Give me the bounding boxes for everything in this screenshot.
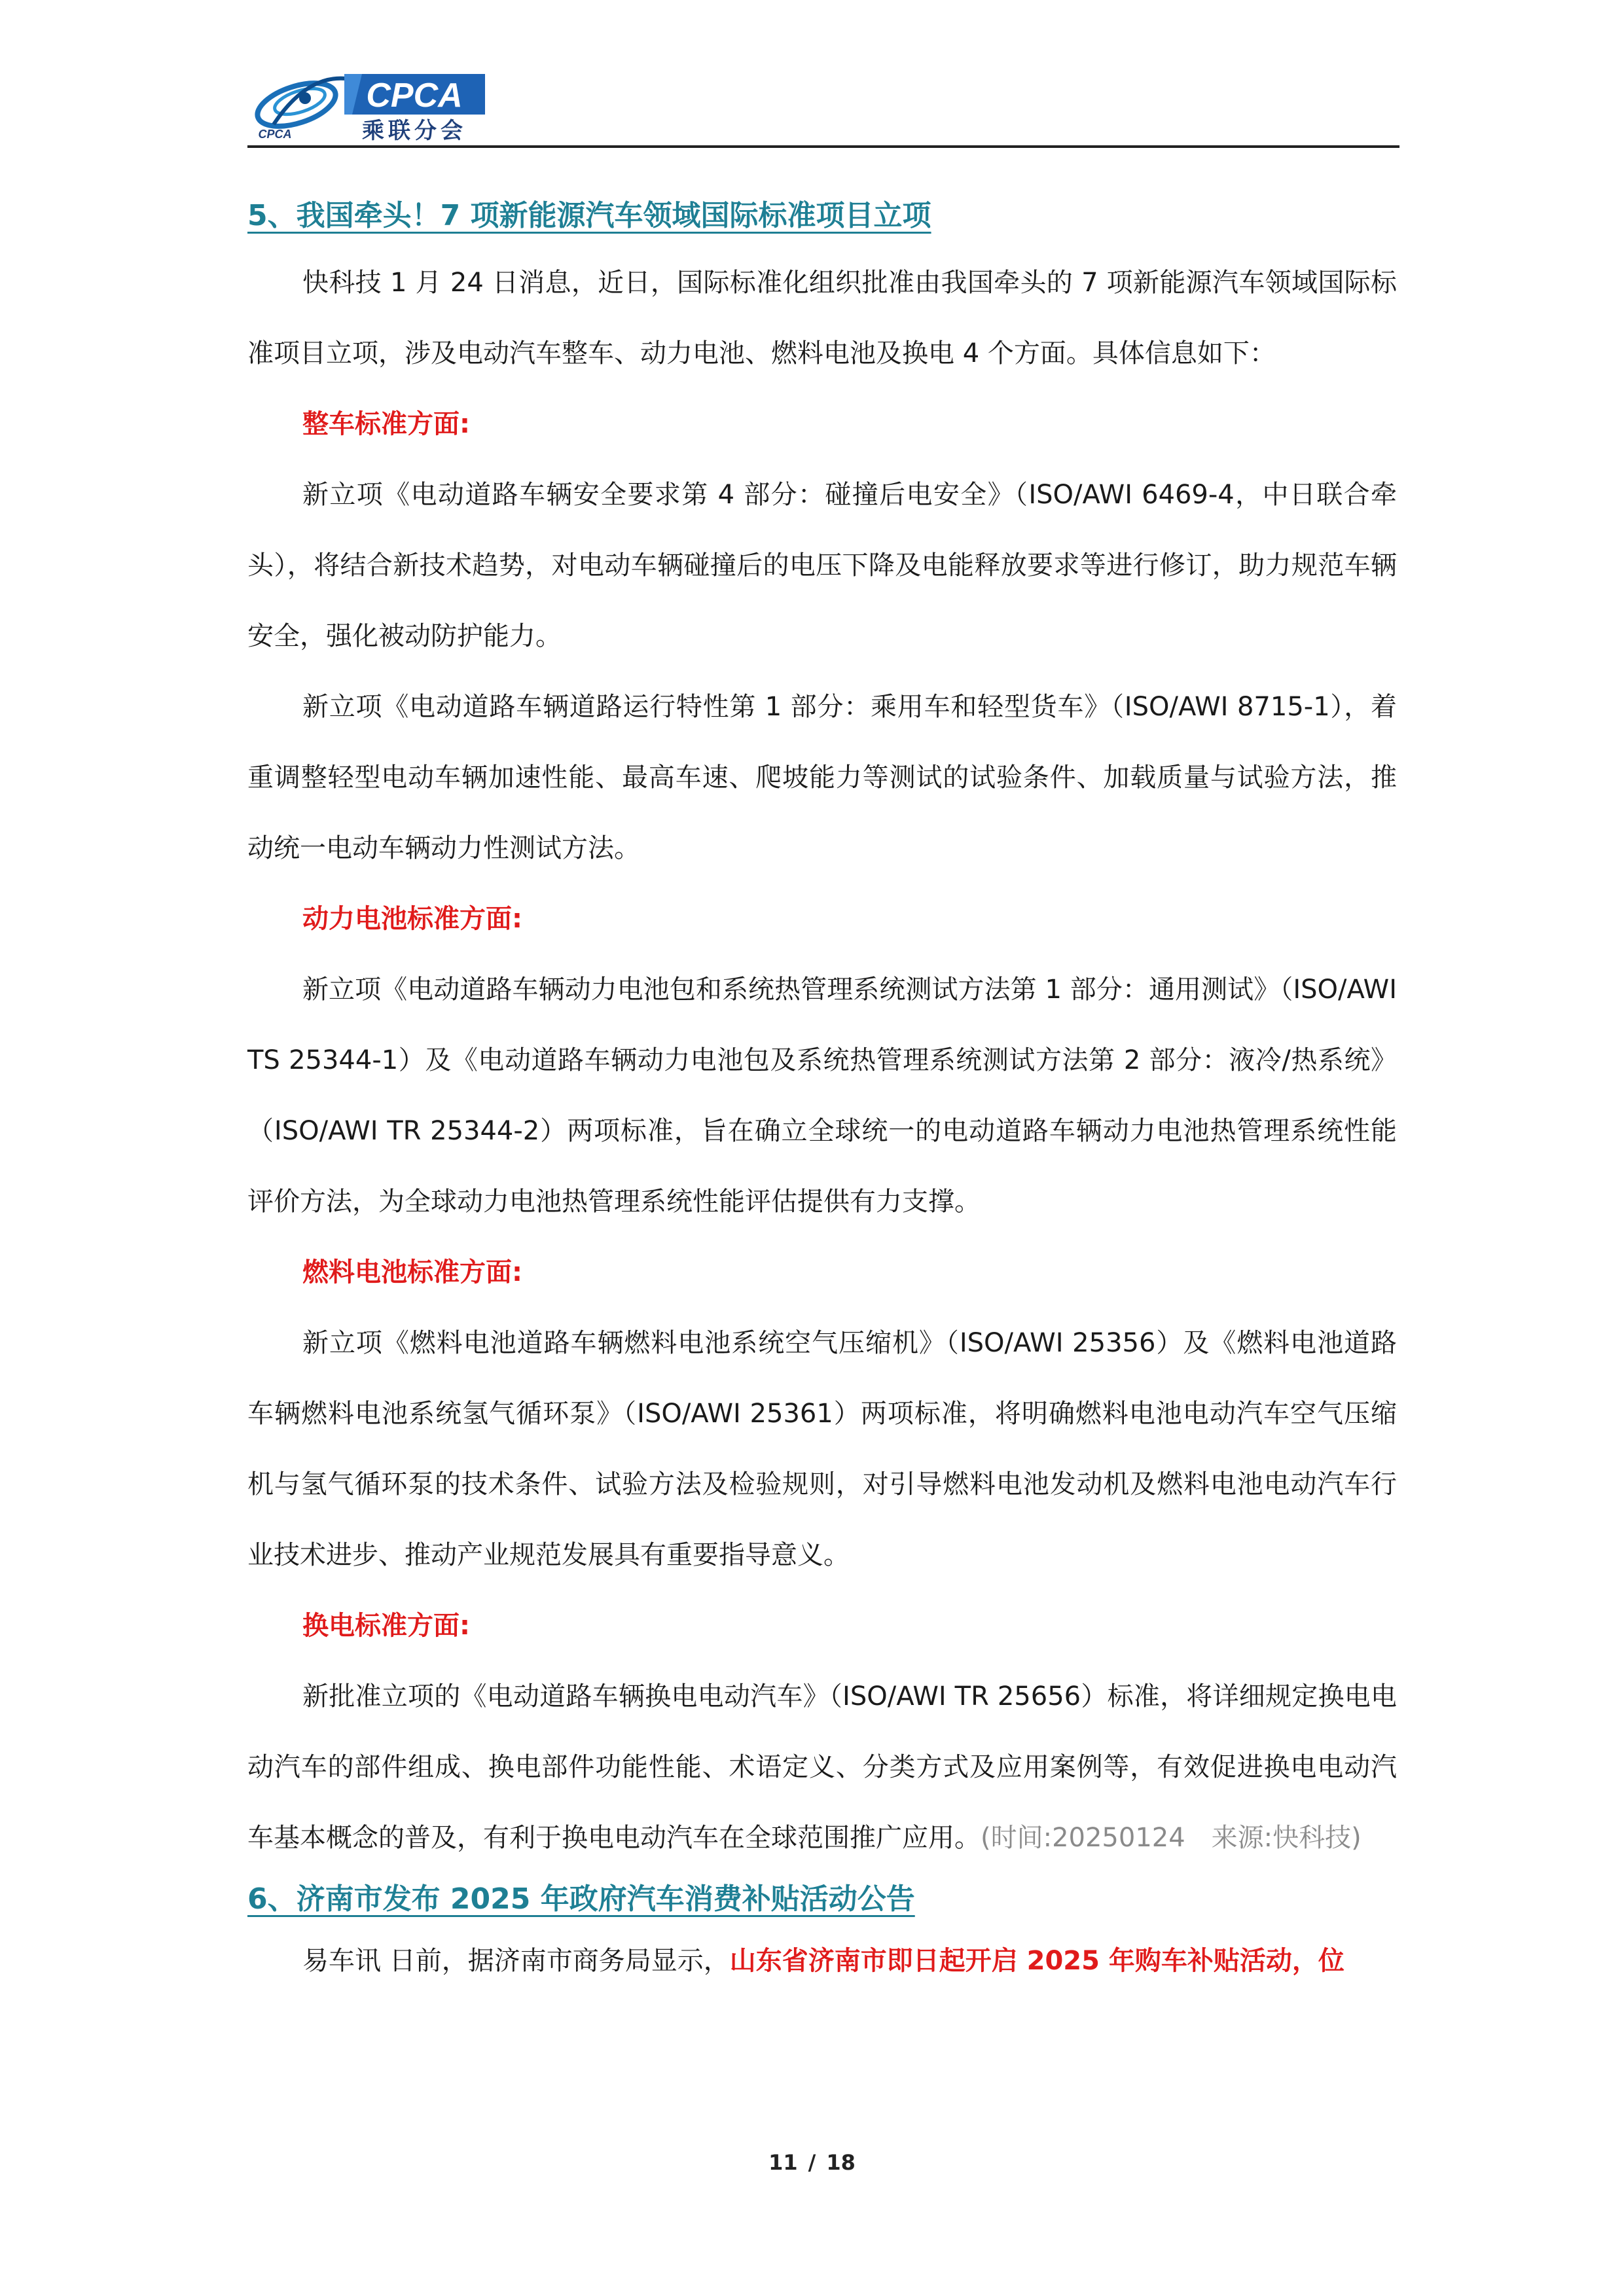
page-header <box>247 62 1399 147</box>
document-body <box>247 196 1397 1996</box>
source-note: (时间:20250124 来源:快科技) <box>981 1823 1362 1853</box>
section-5-intro: 快科技 1 月 24 日消息，近日，国际标准化组织批准由我国牵头的 7 项新能源汽车领域国际标准项目立项，涉及电动汽车整车、动力电池、燃料电池及换电 4 个方面。具体信息如下： <box>247 268 1397 368</box>
battery-standards-paragraph: 新立项《电动道路车辆动力电池包和系统热管理系统测试方法第 1 部分：通用测试》（ISO/AWI TS 25344-1）及《电动道路车辆动力电池包及系统热管理系统测试方法第 2 部分：液冷/热系统》（ISO/AWI TR 25344-2）两项标准，旨在确立全球统一的电动道路车辆动力电池热管理系统性能评价方法，为全球动力电池热管理系统性能评估提供有力支撑。 <box>247 975 1397 1217</box>
cpca-logo <box>247 62 490 144</box>
header-divider <box>247 145 1399 148</box>
battery-standards-heading: 动力电池标准方面: <box>302 904 522 934</box>
vehicle-standards-heading: 整车标准方面: <box>302 409 470 439</box>
section-6-intro <box>247 1926 1397 1996</box>
swap-standards-heading: 换电标准方面: <box>302 1611 470 1641</box>
fuelcell-standards-heading: 燃料电池标准方面: <box>302 1257 522 1287</box>
logo-text: CPCA <box>366 77 463 115</box>
fuelcell-standards-paragraph: 新立项《燃料电池道路车辆燃料电池系统空气压缩机》（ISO/AWI 25356）及《燃料电池道路车辆燃料电池系统氢气循环泵》（ISO/AWI 25361）两项标准，将明确燃料电池电动汽车空气压缩机与氢气循环泵的技术条件、试验方法及检验规则，对引导燃料电池发动机及燃料电池电动汽车行业技术进步、推动产业规范发展具有重要指导意义。 <box>247 1328 1397 1570</box>
section-6-intro-text: 易车讯 日前，据济南市商务局显示， <box>302 1946 730 1976</box>
page-total: 18 <box>826 2150 856 2175</box>
vehicle-standards-paragraph-1: 新立项《电动道路车辆安全要求第 4 部分：碰撞后电安全》（ISO/AWI 6469-4，中日联合牵头），将结合新技术趋势，对电动车辆碰撞后的电压下降及电能释放要求等进行修订，助力规范车辆安全，强化被动防护能力。 <box>247 480 1397 651</box>
section-5-title: 5、我国牵头！7 项新能源汽车领域国际标准项目立项 <box>247 199 931 232</box>
vehicle-standards-paragraph-2: 新立项《电动道路车辆道路运行特性第 1 部分：乘用车和轻型货车》（ISO/AWI 8715-1），着重调整轻型电动车辆加速性能、最高车速、爬坡能力等测试的试验条件、加载质量与试验方法，推动统一电动车辆动力性测试方法。 <box>247 692 1397 863</box>
swap-standards-text: 新批准立项的《电动道路车辆换电电动汽车》（ISO/AWI TR 25656）标准，将详细规定换电电动汽车的部件组成、换电部件功能性能、术语定义、分类方式及应用案例等，有效促进换电电动汽车基本概念的普及，有利于换电电动汽车在全球范围推广应用。 <box>247 1681 1397 1853</box>
page-number <box>0 2150 1624 2175</box>
page-separator: / <box>808 2150 816 2175</box>
section-6-title: 6、济南市发布 2025 年政府汽车消费补贴活动公告 <box>247 1882 915 1916</box>
swap-standards-paragraph <box>247 1661 1397 1873</box>
logo-small-text: CPCA <box>258 128 292 141</box>
section-6-highlight: 山东省济南市即日起开启 2025 年购车补贴活动，位 <box>729 1946 1344 1976</box>
page-current: 11 <box>768 2150 798 2175</box>
cpca-swoosh-logo-icon <box>247 62 490 144</box>
logo-subtext: 乘联分会 <box>362 118 467 144</box>
